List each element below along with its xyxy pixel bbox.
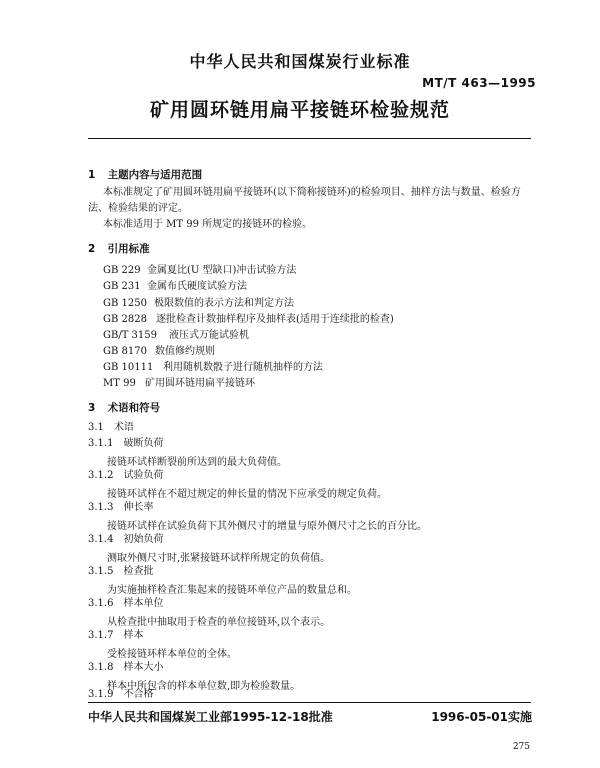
term-name: 初始负荷 (123, 534, 164, 545)
section-title: 术语和符号 (107, 402, 161, 414)
term-name: 检查批 (123, 566, 154, 577)
term-number: 3.1.9 (88, 689, 114, 700)
term-heading (88, 661, 163, 674)
term-number: 3.1.8 (88, 662, 114, 673)
reference-item (103, 280, 247, 293)
section-1-para-1-line-1: 本标准规定了矿用圆环链用扁平接链环(以下简称接链环)的检验项目、抽样方法与数量、检验方 (103, 187, 521, 198)
reference-title: 液压式万能试验机 (169, 330, 249, 341)
section-title: 引用标准 (107, 243, 150, 255)
term-number: 3.1.5 (88, 566, 114, 577)
reference-item (103, 329, 249, 342)
section-number: 3 (88, 402, 96, 414)
section-1-heading (88, 167, 202, 182)
reference-code: GB 10111 (103, 362, 154, 373)
term-name: 样本大小 (123, 662, 164, 673)
reference-title: 矿用圆环链用扁平接链环 (145, 378, 255, 389)
term-definition: 测取外侧尺寸时,张紧接链环试样所规定的负荷值。 (107, 553, 331, 564)
term-definition: 接链环试样在不超过规定的伸长量的情况下应承受的规定负荷。 (107, 489, 387, 500)
term-name: 不合格 (123, 689, 154, 700)
subsection-title: 术语 (113, 422, 134, 433)
term-heading (88, 437, 163, 450)
section-number: 1 (88, 169, 96, 181)
term-name: 破断负荷 (123, 438, 164, 449)
term-number: 3.1.3 (88, 502, 114, 513)
reference-title: 利用随机数骰子进行随机抽样的方法 (163, 362, 323, 373)
section-number: 2 (88, 243, 96, 255)
subsection-number: 3.1 (88, 422, 104, 433)
term-heading (88, 629, 143, 642)
term-number: 3.1.6 (88, 598, 114, 609)
subsection-3-1 (88, 421, 134, 434)
reference-item (103, 313, 394, 326)
term-name: 样本 (123, 630, 144, 641)
reference-title: 数值修约规则 (155, 346, 215, 357)
reference-item (103, 345, 215, 358)
reference-code: GB 229 (103, 265, 141, 276)
term-number: 3.1.7 (88, 630, 114, 641)
term-definition: 为实施抽样检查汇集起来的接链环单位产品的数量总和。 (107, 585, 357, 596)
page-number: 275 (512, 742, 530, 752)
term-definition: 从检查批中抽取用于检查的单位接链环,以个表示。 (107, 617, 331, 628)
reference-item (103, 297, 294, 310)
term-definition: 接链环试样断裂前所达到的最大负荷值。 (107, 457, 287, 468)
term-heading (88, 501, 153, 514)
term-definition: 接链环试样在试验负荷下其外侧尺寸的增量与原外侧尺寸之长的百分比。 (107, 521, 427, 532)
reference-item (103, 264, 296, 277)
term-name: 试验负荷 (123, 470, 164, 481)
term-name: 样本单位 (123, 598, 164, 609)
term-heading (88, 533, 163, 546)
reference-item (103, 361, 323, 374)
section-2-heading (88, 241, 150, 256)
reference-code: GB 1250 (103, 298, 147, 309)
term-number: 3.1.2 (88, 470, 114, 481)
reference-code: GB 231 (103, 281, 141, 292)
reference-title: 逐批检查计数抽样程序及抽样表(适用于连续批的检查) (156, 314, 394, 325)
term-heading (88, 565, 153, 578)
standard-header-title: 中华人民共和国煤炭行业标准 (189, 52, 411, 71)
footer-divider (88, 702, 531, 703)
section-1-para-1-line-2: 法、检验结果的评定。 (88, 203, 188, 214)
term-heading (88, 597, 163, 610)
term-definition: 受检接链环样本单位的全体。 (107, 649, 237, 660)
document-number: MT/T 463—1995 (422, 76, 536, 90)
term-number: 3.1.4 (88, 534, 114, 545)
reference-item (103, 377, 255, 390)
reference-title: 极限数值的表示方法和判定方法 (154, 298, 294, 309)
reference-title: 金属布氏硬度试验方法 (147, 281, 247, 292)
section-title: 主题内容与适用范围 (107, 169, 203, 181)
reference-code: GB 2828 (103, 314, 147, 325)
reference-code: GB/T 3159 (103, 330, 158, 341)
reference-title: 金属夏比(U 型缺口)冲击试验方法 (147, 265, 297, 276)
reference-code: MT 99 (103, 378, 136, 389)
section-3-heading (88, 400, 160, 415)
section-1-para-2: 本标准适用于 MT 99 所规定的接链环的检验。 (103, 219, 313, 230)
document-title: 矿用圆环链用扁平接链环检验规范 (149, 99, 450, 121)
reference-code: GB 8170 (103, 346, 147, 357)
effective-date: 1996-05-01实施 (431, 710, 532, 724)
header-divider (88, 138, 531, 139)
term-number: 3.1.1 (88, 438, 114, 449)
approval-statement: 中华人民共和国煤炭工业部1995-12-18批准 (88, 710, 333, 724)
term-name: 伸长率 (123, 502, 154, 513)
term-heading (88, 469, 163, 482)
term-heading (88, 688, 153, 701)
term-definition: 样本中所包含的样本单位数,即为检验数量。 (107, 681, 301, 692)
